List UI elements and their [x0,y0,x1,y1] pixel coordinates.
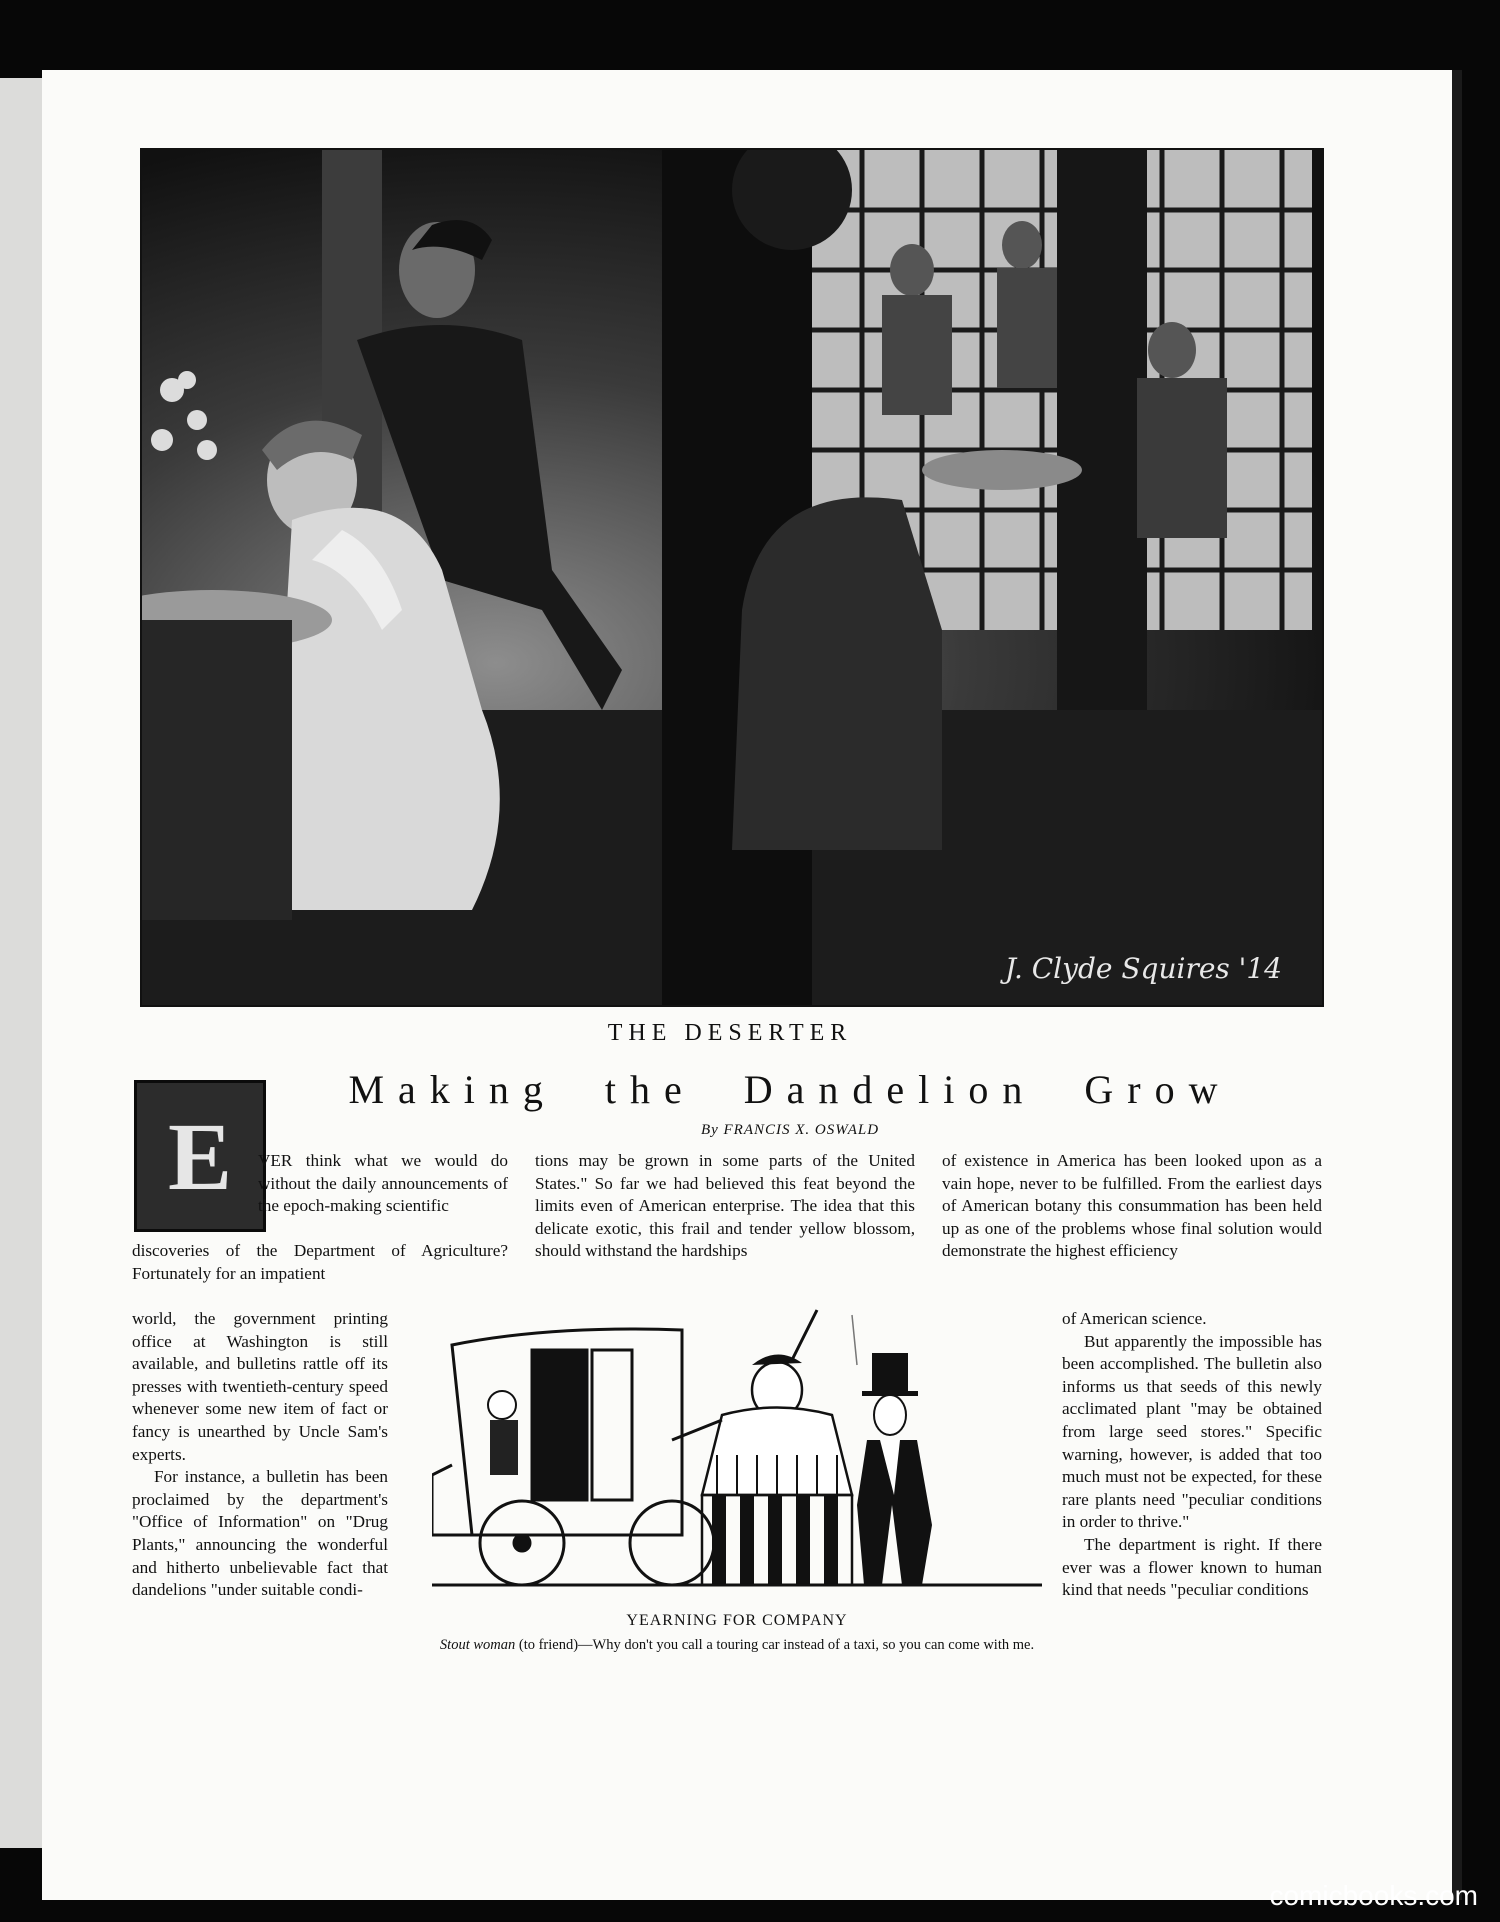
illustration-the-deserter [140,148,1324,1007]
article-text-col3-lower [1062,1308,1322,1602]
paragraph: The department is right. If there ever was a flower known to human kind that needs "peculiar conditions [1062,1534,1322,1600]
right-page-edge [1452,70,1462,1900]
cartoon-dialogue: (to friend)—Why don't you call a touring car instead of a taxi, so you can come with me. [518,1637,1035,1653]
paragraph: But apparently the impossible has been accomplished. The bulletin also informs us that seeds of this newly acclimated plant "may be obtained from large seed stores." Specific warning, however, is added that too much must not be expected, for these rare plants need "peculiar conditions in order to thrive." [1062,1331,1322,1532]
article-text-col1-lower [132,1308,388,1602]
site-watermark: comicbooks.com [1269,1880,1478,1911]
paragraph: world, the government printing office at Washington is still available, and bulletins rattle off its presses with twentieth-century speed whenever some new item of fact or fancy is unearthed by Uncle Sam's experts. [132,1309,388,1464]
paragraph: of American science. [1062,1309,1207,1328]
article-byline: By FRANCIS X. OSWALD [700,1122,880,1138]
left-page-edge [0,78,48,1848]
paragraph: For instance, a bulletin has been proclaimed by the department's "Office of Information" on "Drug Plants," announcing the wonderful and hitherto unbelievable fact that dandelions "under suitable condi- [132,1467,388,1600]
cartoon-taxi-stout-woman-icon [432,1305,1042,1590]
illustration-signature: J. Clyde Squires '14 [1004,952,1282,985]
cartoon-speaker: Stout woman [439,1637,516,1653]
article-title: Making the Dandelion Grow [348,1067,1232,1112]
cartoon-title: YEARNING FOR COMPANY [626,1612,848,1629]
illustration-caption: THE DESERTER [607,1020,853,1046]
article-text-col2: tions may be grown in some parts of the United States." So far we had believed this feat beyond the limits even of American enterprise. The idea that this delicate exotic, this frail and tender yellow blossom, should withstand the hardships [535,1151,915,1261]
cartoon-illustration [432,1305,1042,1590]
article-text-col3-top: of existence in America has been looked upon as a vain hope, never to be fulfilled. From the earliest days of American botany this consummation has been held up as one of the problems whose final solution would demonstrate the highest efficiency [942,1151,1322,1261]
drop-cap: E [134,1080,266,1232]
article-text-col1-top: VER think what we would do without the daily announcements of the epoch-making scientific [258,1151,508,1216]
painting-officer-and-woman-icon [142,150,1322,1005]
cartoon-caption [432,1636,1042,1655]
article-text-col1-wide: discoveries of the Department of Agriculture? Fortunately for an impatient [132,1241,508,1283]
